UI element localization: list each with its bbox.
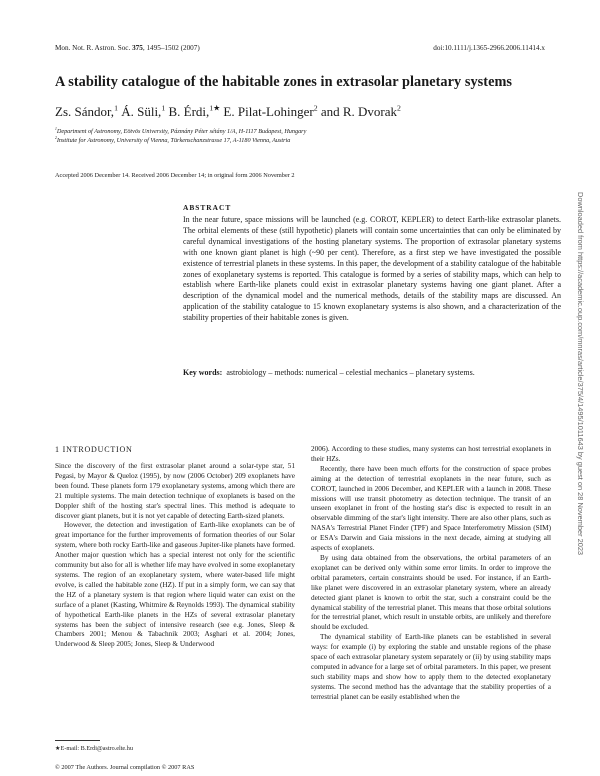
affil-mark: 2 [55, 135, 57, 140]
journal-volume: 375 [132, 44, 143, 52]
affiliation-1 [55, 127, 306, 136]
doi[interactable]: doi:10.1111/j.1365-2966.2006.11414.x [433, 44, 545, 52]
keywords-label: Key words: [183, 368, 223, 377]
author-list [55, 104, 401, 120]
paper-title: A stability catalogue of the habitable zones in extrasolar planetary systems [55, 74, 513, 90]
accepted-dates: Accepted 2006 December 14. Received 2006 December 14; in original form 2006 November 2 [55, 172, 295, 179]
author: E. Pilat-Lohinger [220, 104, 314, 119]
paragraph: Recently, there have been much efforts for the construction of space probes aiming at the detection of terrestrial exoplanets in the near future, such as COROT, launched in 2006 December, and KEPLER with a launch in 2008. These missions will use transit photometry as detection technique. The transit of an unseen exoplanet in front of the hosting star's disc is expected to result in an observable dimming of the star's light intensity. There are also other plans, such as NASA's Terrestrial Planet Finder (TPF) and Space Interferometry Mission (SIM) or ESA's Darwin and Gaia missions in the next decade, aiming at studying all aspects of exoplanets. [311, 464, 551, 553]
keywords [183, 368, 475, 377]
column-right [311, 445, 551, 703]
affil-mark: 2 [397, 103, 401, 113]
footnote-email: ★E-mail: B.Erdi@astro.elte.hu [55, 745, 133, 752]
keywords-text: astrobiology – methods: numerical – celestial mechanics – planetary systems. [226, 368, 475, 377]
author: and R. Dvorak [317, 104, 398, 119]
affil-mark: 1★ [209, 103, 221, 113]
footnote-rule [55, 740, 100, 741]
affil-mark: 1 [55, 126, 57, 131]
affiliation-text: Institute for Astronomy, University of Vienna, Türkenschanzstrasse 17, A-1180 Vienna, Austria [56, 137, 291, 144]
abstract [183, 203, 561, 324]
author: Zs. Sándor, [55, 104, 115, 119]
paragraph: However, the detection and investigation of Earth-like exoplanets can be of great importance for the further improvements of formation theories of our Solar system, where both rocky Earth-like and gaseous Jupiter-like planets have formed. Another major question which has a special interest not only for the scientific community but also for all is whether life may have evolved in some exoplanetary systems. The region of an exoplanetary system, where water-based life might evolve, is called the habitable zone (HZ). If put in a simply form, we can say that the HZ of a planetary system is that region where liquid water can exist on the surface of a planet (Kasting, Whitmire & Reynolds 1993). The dynamical stability of hypothetical Earth-like planets in the HZs of several extrasolar planetary systems has been the subject of intensive research (see e.g. Jones, Sleep & Chambers 2001; Menou & Tabachnik 2003; Asghari et al. 2004; Jones, Underwood & Sleep 2005; Jones, Sleep & Underwood [55, 521, 295, 649]
affil-mark: 1 [114, 103, 118, 113]
affil-mark: 2 [313, 103, 318, 113]
affiliation-2 [55, 136, 290, 145]
abstract-text: In the near future, space missions will be launched (e.g. COROT, KEPLER) to detect Earth-like extrasolar planets. The orbital elements of these (still hypothetic) planets will contain some uncertainties that can only be eliminated by careful dynamical investigations of the hosting planetary systems. The proportion of extrasolar planetary systems with one known giant planet is high (~90 per cent). Therefore, as a first step we have investigated the possible existence of terrestrial planets in these systems. In this paper, the development of a stability catalogue of the habitable zones of exoplanetary systems is reported. This catalogue is formed by a series of stability maps, which can help to establish where Earth-like planets could exist in extrasolar planetary systems having one giant planet. After a description of the dynamical model and the numerical methods, details of the stability maps are discussed. An application of the stability catalogue to 15 known exoplanetary systems is also shown, and a characterization of the stability properties of their habitable zones is given. [183, 215, 561, 323]
paragraph: By using data obtained from the observations, the orbital parameters of an exoplanet can be derived only within some error limits. In order to improve the orbital parameters, certain constraints should be used. For instance, if an Earth-like planet were discovered in an extrasolar planetary system, where an already detected giant planet is known to orbit the star, such a constraint could be the dynamical stability of the terrestrial planet. This means that those orbital solutions for the terrestrial planet, which result in unstable orbits, are unlikely and therefore should be excluded. [311, 553, 551, 632]
journal-pages: , 1495–1502 (2007) [142, 44, 200, 52]
column-left [55, 462, 295, 650]
download-watermark-text[interactable]: Downloaded from https://academic.oup.com/mnras/article/375/4/1495/1011643 by guest on 28 November 2023 [576, 192, 585, 556]
section-heading: 1 INTRODUCTION [55, 445, 133, 454]
affil-mark: 1 [161, 103, 166, 113]
author: Á. Süli, [117, 104, 162, 119]
affiliation-text: Department of Astronomy, Eötvös University, Pázmány Péter sétány 1/A, H-1117 Budapest, Hungary [56, 128, 307, 135]
journal-header [55, 44, 200, 52]
paragraph: The dynamical stability of Earth-like planets can be established in several ways: for example (i) by exploring the stable and unstable regions of the phase space of each extrasolar planetary system separately or (ii) by using stability maps computed in advance for a large set of orbital parameters. In this paper, we present such stability maps and show how to apply them to the detected exoplanetary systems. The second method has the advantage that the stability properties of a terrestrial planet can be easily established when the [311, 633, 551, 701]
paragraph: Since the discovery of the first extrasolar planet around a solar-type star, 51 Pegasi, by Mayor & Queloz (1995), by now (2006 October) 209 exoplanets have been found. These planets form 179 exoplanetary systems, among which there are 21 multiple systems. The main detection technique of exoplanets is based on the Doppler shift of the hosting star's spectral lines. This method is adequate to discover giant planets, but it is not yet capable of detecting Earth-sized planets. [55, 462, 295, 520]
download-watermark [573, 192, 587, 582]
author: B. Érdi, [165, 104, 210, 119]
abstract-heading: ABSTRACT [183, 203, 232, 212]
journal-name: Mon. Not. R. Astron. Soc. [55, 44, 133, 52]
paragraph: 2006). According to these studies, many systems can host terrestrial exoplanets in their HZs. [311, 445, 551, 463]
copyright: © 2007 The Authors. Journal compilation © 2007 RAS [55, 764, 195, 771]
